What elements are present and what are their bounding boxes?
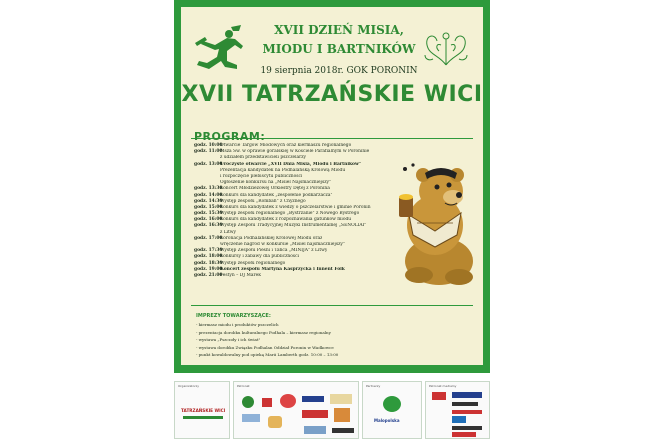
- event-item: - punkt kowaldowalny pod opieką Marii Lamberth godz. 10:00 – 13:00: [196, 352, 339, 357]
- schedule-text: Uroczyste otwarcie „XVII Dnia Misia, Miodu i Bartników": [220, 161, 362, 167]
- schedule-text: Ogłoszenie konkursu na „Misiel Najsmaczniejszy": [220, 180, 332, 186]
- media-logo: [452, 416, 466, 423]
- media-logo: [452, 426, 482, 430]
- schedule-time: godz. 18:30: [194, 260, 223, 266]
- flag-icon: [262, 398, 272, 407]
- partner-logo: [268, 416, 282, 428]
- sponsor-box-media: [425, 381, 490, 439]
- sponsor-box-organizers: [174, 381, 230, 439]
- schedule-text: Msza Św. w oprawie góralskiej w Kościele Parafialnym w Poroninie: [220, 149, 370, 155]
- malopolska-logo-text: Malopolska: [374, 418, 400, 423]
- partner-logo: [330, 394, 352, 404]
- events-list: [196, 321, 466, 359]
- schedule-time: godz. 15:00: [194, 204, 223, 210]
- schedule-text: Występ zespołu „Rombań" z Chyżnego: [220, 198, 306, 204]
- schedule-text: wręczenie nagród w konkursie „Misiel najsmaczniejszy": [220, 242, 345, 247]
- bear-illustration: [395, 163, 481, 289]
- schedule-row: [194, 273, 398, 279]
- schedule-text: z udziałem przedstawicieli pszczelarzy: [220, 155, 307, 161]
- schedule-text: Konkursy i zabawy dla publiczności: [220, 254, 299, 260]
- media-logo: [452, 432, 476, 437]
- divider-bottom: [191, 305, 473, 306]
- schedule-text: Konkurs dla kandydatek z rozpoznawania gatunków miodu: [220, 217, 352, 223]
- schedule-text: Koncert zespołu Martyna Kasprzycka i Innent Folk: [220, 266, 345, 272]
- partner-logo: [332, 428, 354, 433]
- schedule-text: i rozpoczęcie plebiscytu publiczności: [220, 173, 303, 179]
- partner-logo: [304, 426, 326, 434]
- event-item: - wystawa „Pszczoły i ich świat": [196, 337, 261, 342]
- event-date-place: 19 sierpnia 2018r. GOK PORONIN: [260, 66, 418, 76]
- partner-logo: [242, 414, 260, 422]
- program-schedule: [194, 143, 398, 305]
- schedule-text: Otwarcie Targów Miodowych oraz kiermaszu regionalnego: [220, 143, 352, 148]
- schedule-text: Występ Zespołu Tradycyjnej Muzyki Instrumentalnej „SENOLIAI": [220, 223, 367, 229]
- coat-of-arms-icon: [242, 396, 254, 408]
- schedule-time: godz. 15:30: [194, 211, 223, 217]
- schedule-time: godz. 17:00: [194, 235, 223, 241]
- schedule-time: godz. 19:00: [194, 266, 223, 272]
- partner-logo: [334, 408, 350, 422]
- schedule-time: godz. 13:00: [194, 161, 223, 167]
- schedule-time: godz. 21:00: [194, 272, 223, 278]
- poster: [174, 0, 490, 373]
- event-title-line2: MIODU I BARTNIKÓW: [262, 42, 416, 56]
- event-item: - kiermasz miodu i produktów pszczelich: [196, 322, 279, 327]
- schedule-time: godz. 10:00: [194, 143, 223, 148]
- schedule-time: godz. 11:00: [194, 149, 223, 155]
- schedule-text: Prezentacja kandydatek na Podhalańską Królową Miodu: [220, 167, 346, 173]
- schedule-text: Koncert Młodzieżowej Orkiestry Dętej z Poronina: [220, 186, 330, 192]
- sponsor-label: Patronat: [237, 384, 250, 388]
- event-item: - wystawa dorobku Związku Podhalan Oddział Poronin w Wadkowce: [196, 344, 334, 350]
- sponsor-box-patrons: [233, 381, 359, 439]
- media-logo: [452, 410, 482, 414]
- schedule-time: godz. 17:30: [194, 248, 223, 254]
- sponsor-label: Partnerzy: [366, 384, 381, 388]
- schedule-text: Koronacja Podhalańskiej Królowej Miodu oraz: [220, 235, 323, 241]
- media-logo: [452, 392, 482, 398]
- schedule-time: godz. 18:00: [194, 254, 223, 260]
- media-logo: [432, 392, 446, 400]
- sponsor-label: Patronat medialny: [429, 384, 457, 388]
- schedule-text: Konkurs dla kandydatek z wiedzy o pszczelarstwie i gminie Poronin: [220, 204, 371, 210]
- schedule-text: Występ Zespołu Pieśni i Tańca „MINIJA" z Litwy: [220, 248, 328, 254]
- events-title: IMPREZY TOWARZYSZĄCE:: [196, 313, 271, 319]
- partner-logo: [302, 396, 324, 402]
- event-item: - prezentacja dorobku kulturalnego Podhala – kiermasz regionalny: [196, 329, 331, 335]
- schedule-time: godz. 14:00: [194, 192, 223, 198]
- schedule-text: z Litwy: [220, 229, 237, 235]
- media-logo: [452, 402, 478, 406]
- schedule-text: Festyn – DJ Marek: [220, 272, 261, 278]
- schedule-time: godz. 16:00: [194, 217, 223, 223]
- poster-panel: [181, 7, 483, 365]
- main-title: XVII TATRZAŃSKIE WICI: [181, 82, 483, 107]
- logo-underline: [183, 416, 223, 419]
- partner-logo: [280, 394, 296, 408]
- schedule-time: godz. 13:30: [194, 186, 223, 192]
- sponsor-box-partners: [362, 381, 422, 439]
- schedule-time: godz. 16:30: [194, 223, 223, 229]
- program-title: PROGRAM:: [194, 130, 266, 143]
- partner-logo: [302, 410, 328, 418]
- schedule-text: Występ zespołu regionalnego „Bystrzanie" z Nowego Bystrego: [220, 211, 360, 217]
- event-title-line1: XVII DZIEŃ MISIA,: [274, 23, 404, 37]
- malopolska-icon: [383, 396, 401, 412]
- schedule-text: Występ zespołu regionalnego: [220, 260, 286, 266]
- schedule-text: Konkurs dla kandydatek „zespołenie podkarzacza": [220, 192, 333, 198]
- tatrzanskie-wici-logo: TATRZAŃSKIE WICI: [181, 408, 226, 413]
- sponsor-label: Organizatorzy: [178, 384, 200, 388]
- schedule-time: godz. 14:30: [194, 198, 223, 204]
- sponsors-strip: [174, 378, 490, 443]
